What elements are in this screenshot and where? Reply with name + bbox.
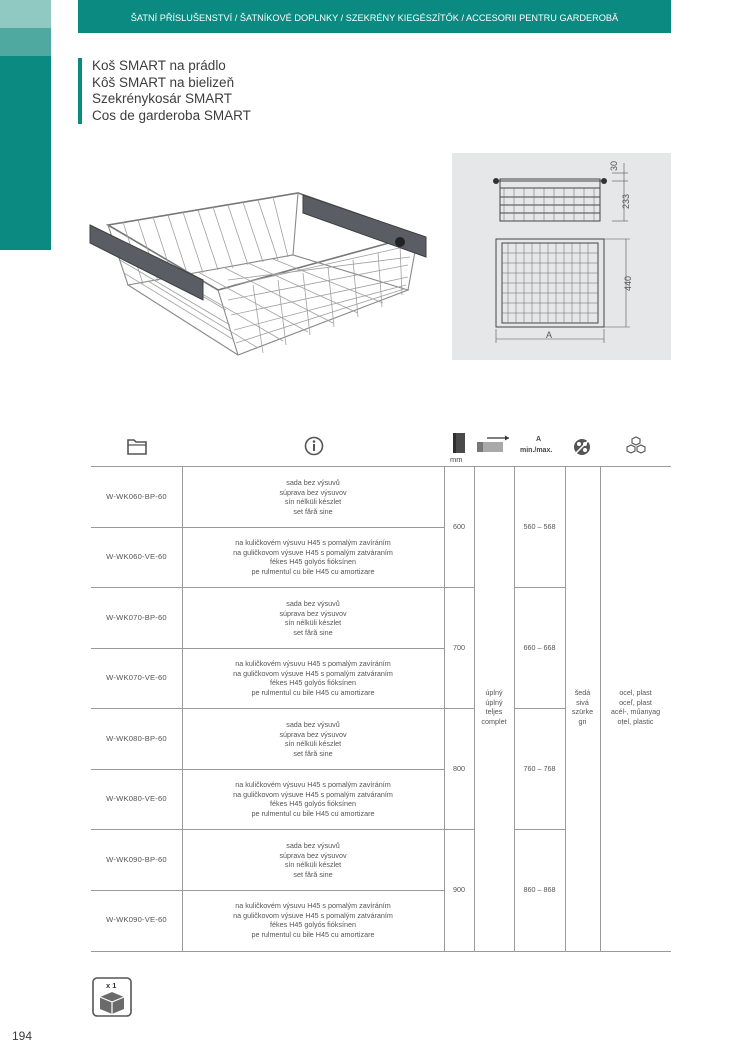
product-code: W-WK090-VE-60	[106, 915, 167, 924]
product-description: sada bez výsuvů súprava bez výsuvov sín nélküli készlet set fără sine	[279, 478, 347, 516]
product-description: sada bez výsuvů súprava bez výsuvov sín nélküli készlet set fără sine	[279, 841, 347, 879]
category-header-bar: ŠATNÍ PŘÍSLUŠENSTVÍ / ŠATNÍKOVÉ DOPLNKY / SZEKRÉNY KIEGÉSZÍTŐK / ACCESORII PENTRU GARDEROBĂ	[78, 0, 671, 33]
folder-icon	[127, 437, 147, 455]
group-sep	[444, 587, 474, 588]
product-code: W-WK060-BP-60	[106, 492, 167, 501]
group-sep	[514, 829, 565, 830]
extension-length-icon	[475, 434, 513, 456]
product-code: W-WK060-VE-60	[106, 552, 167, 561]
title-sk: Kôš SMART na bielizeň	[92, 74, 235, 90]
product-description: sada bez výsuvů súprava bez výsuvov sín nélküli készlet set fără sine	[279, 720, 347, 758]
row-sep	[91, 829, 444, 830]
cabinet-width: 700	[453, 643, 465, 652]
extension-type: úplný úplný teljes complet	[481, 688, 507, 726]
group-sep	[514, 587, 565, 588]
technical-drawing	[452, 153, 671, 360]
product-code: W-WK070-BP-60	[106, 613, 167, 622]
row-sep	[91, 527, 444, 528]
material-cubes-icon	[625, 436, 647, 456]
info-icon	[304, 436, 324, 456]
title-hu: Szekrénykosár SMART	[92, 91, 233, 106]
package-quantity: x 1	[106, 981, 117, 990]
dim-top-label: 30	[609, 160, 619, 171]
cabinet-width: 600	[453, 522, 465, 531]
page-number: 194	[12, 1029, 33, 1043]
title-cz: Koš SMART na prádlo	[92, 58, 226, 73]
product-code: W-WK090-BP-60	[106, 855, 167, 864]
package-box-icon	[92, 977, 132, 1017]
minmax-label: min./max.	[520, 447, 553, 454]
group-sep	[444, 708, 474, 709]
wire-basket-photo	[88, 185, 428, 380]
product-description: na kuličkovém výsuvu H45 s pomalým zavíráním na guličkovom výsuve H45 s pomalým zatváraním fékes H45 golyós fióksínen pe rulmentul cu bile H45 cu amortizare	[233, 538, 393, 576]
row-sep	[91, 769, 444, 770]
row-sep	[91, 708, 444, 709]
material-value: ocel, plast oceľ, plast acél-, műanyag oțel, plastic	[610, 688, 661, 726]
group-sep	[444, 829, 474, 830]
dim-depth-label: 440	[623, 275, 633, 291]
dimension-range: 660 – 668	[523, 643, 556, 652]
dimension-range: 760 – 768	[523, 764, 556, 773]
row-sep	[91, 890, 444, 891]
mm-label: mm	[450, 455, 463, 464]
cabinet-width: 900	[453, 885, 465, 894]
product-description: na kuličkovém výsuvu H45 s pomalým zavíráním na guličkovom výsuve H45 s pomalým zatváraním fékes H45 golyós fióksínen pe rulmentul cu bile H45 cu amortizare	[233, 780, 393, 818]
dimension-range: 860 – 868	[523, 885, 556, 894]
row-sep	[91, 587, 444, 588]
dim-width-label: A	[546, 330, 553, 340]
side-color-block-mid	[0, 28, 51, 56]
group-sep	[514, 708, 565, 709]
product-code: W-WK080-BP-60	[106, 734, 167, 743]
table-top-line	[91, 466, 671, 467]
table-bottom-line	[91, 951, 671, 952]
cabinet-width-icon	[451, 431, 467, 455]
side-color-block-light	[0, 0, 51, 28]
product-title-block	[78, 58, 251, 124]
dimension-range: 560 – 568	[523, 522, 556, 531]
color-value: šedá sivá szürke gri	[571, 688, 594, 726]
a-label: A	[536, 436, 542, 443]
cabinet-width: 800	[453, 764, 465, 773]
title-ro: Cos de garderoba SMART	[92, 107, 251, 123]
product-code: W-WK080-VE-60	[106, 794, 167, 803]
row-sep	[91, 648, 444, 649]
product-description: sada bez výsuvů súprava bez výsuvov sín nélküli készlet set fără sine	[279, 599, 347, 637]
dim-height-label: 233	[621, 193, 631, 209]
product-description: na kuličkovém výsuvu H45 s pomalým zavíráním na guličkovom výsuve H45 s pomalým zatváraním fékes H45 golyós fióksínen pe rulmentul cu bile H45 cu amortizare	[233, 659, 393, 697]
product-table	[91, 466, 671, 952]
product-code: W-WK070-VE-60	[106, 673, 167, 682]
color-palette-icon	[572, 437, 592, 457]
product-description: na kuličkovém výsuvu H45 s pomalým zavíráním na guličkovom výsuve H45 s pomalým zatváraním fékes H45 golyós fióksínen pe rulmentul cu bile H45 cu amortizare	[233, 901, 393, 939]
